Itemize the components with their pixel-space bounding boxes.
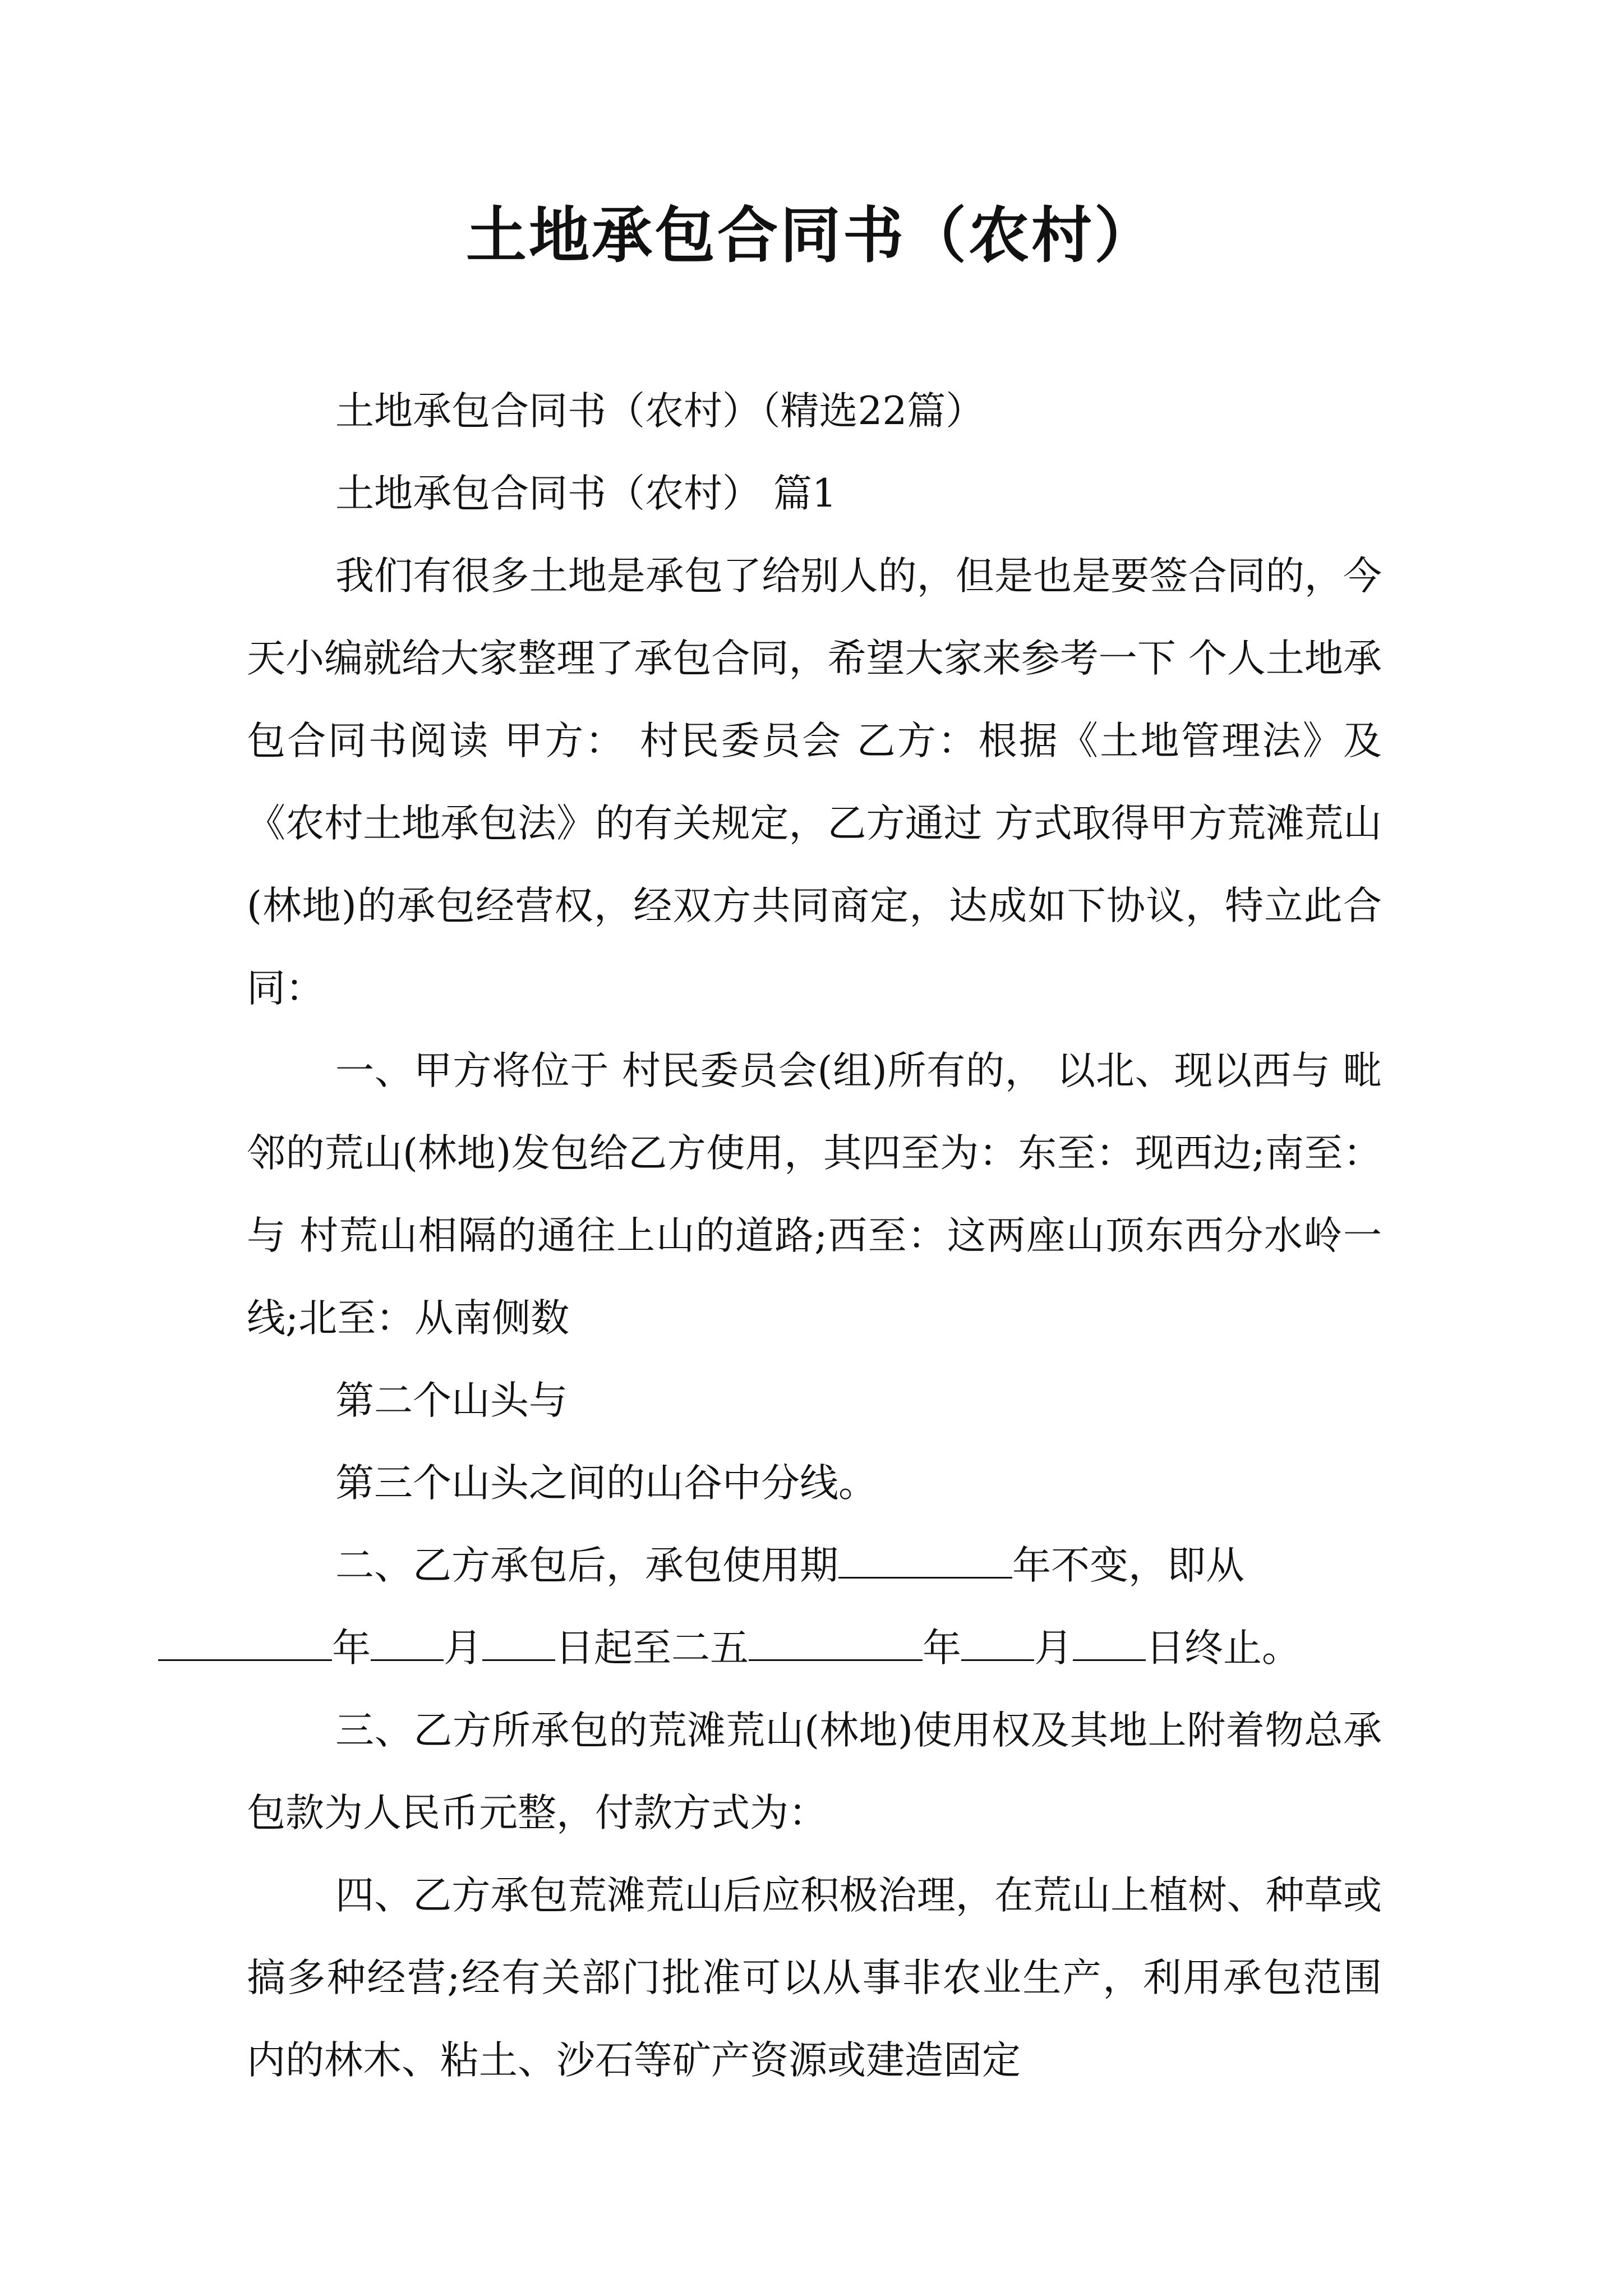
blank-end-day bbox=[1073, 1626, 1146, 1661]
clause-2-text: 年 bbox=[923, 1626, 961, 1671]
document-body bbox=[247, 370, 1382, 2102]
clause-1-continuation-a: 第二个山头与 bbox=[335, 1378, 568, 1423]
clause-2-text: 年 bbox=[332, 1626, 371, 1671]
blank-end-year bbox=[749, 1626, 923, 1661]
clause-2-text: 日终止。 bbox=[1146, 1626, 1301, 1671]
clause-4-paragraph: 四、乙方承包荒滩荒山后应积极治理，在荒山上植树、种草或搞多种经营;经有关部门批准可以从事非农业生产，利用承包范围内的林木、粘土、沙石等矿产资源或建造固定 bbox=[247, 1873, 1382, 2083]
blank-start-month bbox=[371, 1626, 444, 1661]
clause-1-continuation-b: 第三个山头之间的山谷中分线。 bbox=[335, 1461, 877, 1506]
clause-1-paragraph: 一、甲方将位于 村民委员会(组)所有的， 以北、现以西与 毗邻的荒山(林地)发包给乙方使用，其四至为：东至：现西边;南至：与 村荒山相隔的通往上山的道路;西至：这两座山顶东西分水岭一线;北至：从南侧数 bbox=[247, 1048, 1382, 1341]
blank-start-year bbox=[158, 1626, 332, 1661]
blank-start-day bbox=[482, 1626, 555, 1661]
document-title: 土地承包合同书（农村） bbox=[465, 200, 1157, 271]
clause-2-text: 日起至二五 bbox=[555, 1626, 749, 1671]
blank-end-month bbox=[961, 1626, 1034, 1661]
clause-3-paragraph: 三、乙方所承包的荒滩荒山(林地)使用权及其地上附着物总承包款为人民币元整，付款方式为： bbox=[247, 1708, 1382, 1835]
blank-term-years bbox=[838, 1543, 1012, 1579]
clause-2-text: 二、乙方承包后，承包使用期 bbox=[335, 1543, 838, 1588]
intro-paragraph: 我们有很多土地是承包了给别人的，但是也是要签合同的，今天小编就给大家整理了承包合同，希望大家来参考一下 个人土地承包合同书阅读 甲方： 村民委员会 乙方：根据《土地管理法》及《农村土地承包法》的有关规定，乙方通过 方式取得甲方荒滩荒山(林地)的承包经营权，经双方共同商定，达成如下协议，特立此合同： bbox=[247, 554, 1382, 1011]
clause-2-paragraph bbox=[247, 1525, 1382, 1690]
clause-2-text: 月 bbox=[1034, 1626, 1073, 1671]
document-subtitle: 土地承包合同书（农村）（精选22篇） bbox=[335, 389, 985, 434]
section-heading: 土地承包合同书（农村） 篇1 bbox=[335, 471, 837, 516]
clause-2-text: 月 bbox=[444, 1626, 482, 1671]
clause-2-text: 年不变，即从 bbox=[1012, 1543, 1244, 1588]
